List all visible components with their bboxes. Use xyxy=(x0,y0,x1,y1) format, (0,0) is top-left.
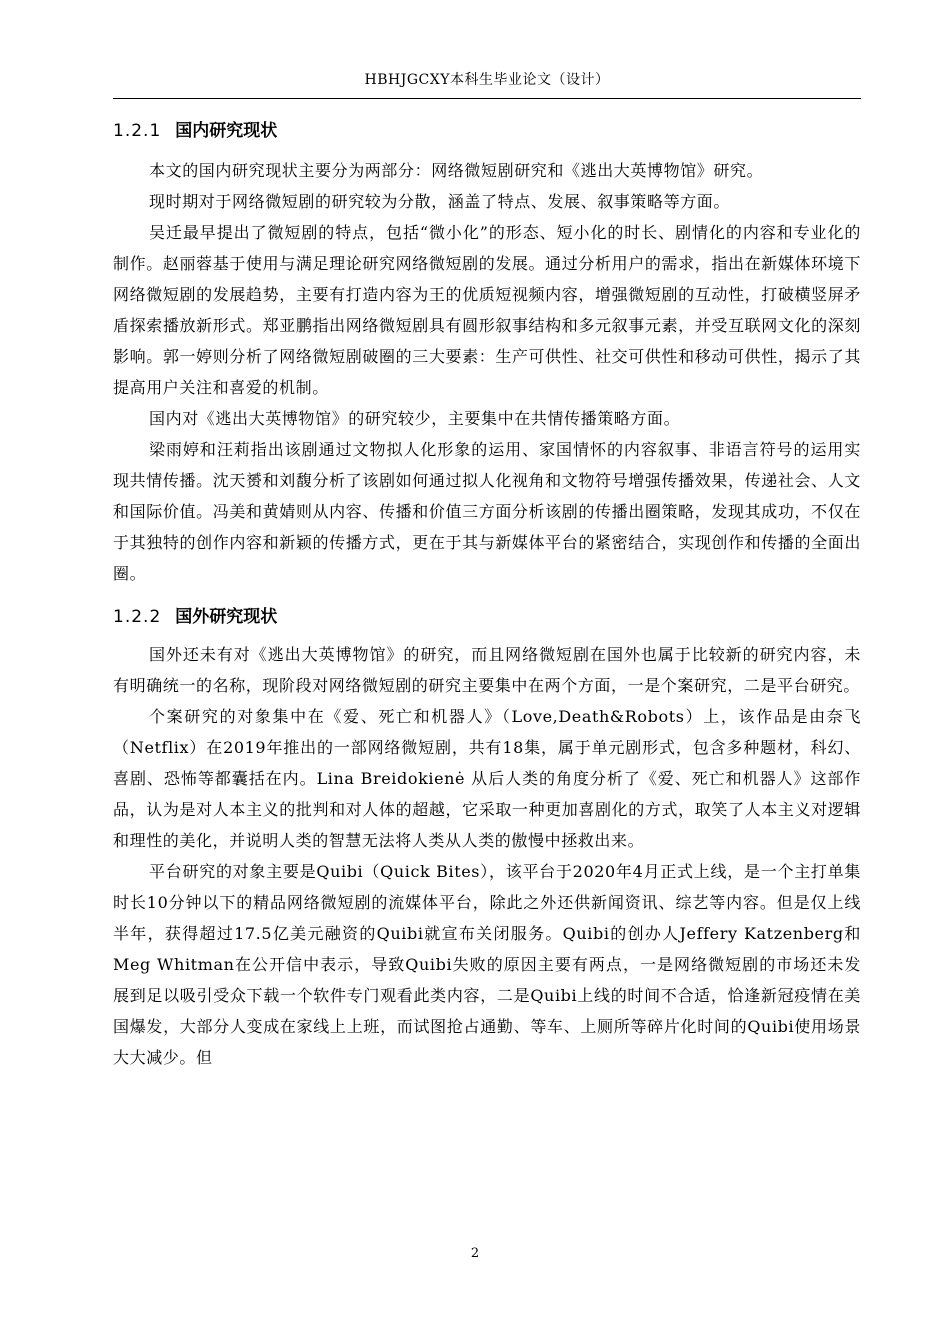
paragraph: 现时期对于网络微短剧的研究较为分散，涵盖了特点、发展、叙事策略等方面。 xyxy=(149,192,731,211)
header-rule xyxy=(113,98,861,99)
paragraph: 国外还未有对《逃出大英博物馆》的研究，而且网络微短剧在国外也属于比较新的研究内容，未有明确统一的名称，现阶段对网络微短剧的研究主要集中在两个方面，一是个案研究，二是平台研究。 xyxy=(113,645,861,695)
page-number: 2 xyxy=(470,1246,480,1261)
section-heading-domestic xyxy=(113,116,861,146)
running-header: HBHJGCXY本科生毕业论文（设计） xyxy=(364,72,610,88)
paragraph: 个案研究的对象集中在《爱、死亡和机器人》（Love,Death&Robots）上，该作品是由奈飞（Netflix）在2019年推出的一部网络微短剧，共有18集，属于单元剧形式，包含多种题材，科幻、喜剧、恐怖等都囊括在内。Lina Breidokienė 从后人类的角度分析了《爱、死亡和机器人》这部作品，认为是对人本主义的批判和对人体的超越，它采取一种更加喜剧化的方式，取笑了人本主义对逻辑和理性的美化，并说明人类的智慧无法将人类从人类的傲慢中拯救出来。 xyxy=(113,707,861,850)
section-title: 国外研究现状 xyxy=(175,607,278,627)
section-heading-foreign xyxy=(113,602,861,632)
paragraph: 本文的国内研究现状主要分为两部分：网络微短剧研究和《逃出大英博物馆》研究。 xyxy=(149,161,764,180)
section-number: 1.2.2 xyxy=(113,607,162,627)
paragraph: 梁雨婷和汪莉指出该剧通过文物拟人化形象的运用、家国情怀的内容叙事、非语言符号的运用实现共情传播。沈天赟和刘馥分析了该剧如何通过拟人化视角和文物符号增强传播效果，传递社会、人文和国际价值。冯美和黄婧则从内容、传播和价值三方面分析该剧的传播出圈策略，发现其成功，不仅在于其独特的创作内容和新颖的传播方式，更在于其与新媒体平台的紧密结合，实现创作和传播的全面出圈。 xyxy=(113,440,861,583)
section-number: 1.2.1 xyxy=(113,121,162,141)
paragraph: 吴迁最早提出了微短剧的特点，包括“微小化”的形态、短小化的时长、剧情化的内容和专业化的制作。赵丽蓉基于使用与满足理论研究网络微短剧的发展。通过分析用户的需求，指出在新媒体环境下网络微短剧的发展趋势，主要有打造内容为王的优质短视频内容，增强微短剧的互动性，打破横竖屏矛盾探索播放新形式。郑亚鹏指出网络微短剧具有圆形叙事结构和多元叙事元素，并受互联网文化的深刻影响。郭一婷则分析了网络微短剧破圈的三大要素：生产可供性、社交可供性和移动可供性，揭示了其提高用户关注和喜爱的机制。 xyxy=(113,223,861,397)
section-title: 国内研究现状 xyxy=(175,121,278,141)
page-body xyxy=(113,113,861,1073)
paragraph: 平台研究的对象主要是Quibi（Quick Bites），该平台于2020年4月正式上线，是一个主打单集时长10分钟以下的精品网络微短剧的流媒体平台，除此之外还供新闻资讯、综艺等内容。但是仅上线半年，获得超过17.5亿美元融资的Quibi就宣布关闭服务。Quibi的创办人Jeffery Katzenberg和Meg Whitman在公开信中表示，导致Quibi失败的原因主要有两点，一是网络微短剧的市场还未发展到足以吸引受众下载一个软件专门观看此类内容，二是Quibi上线的时间不合适，恰逢新冠疫情在美国爆发，大部分人变成在家线上上班，而试图抢占通勤、等车、上厕所等碎片化时间的Quibi使用场景大大减少。但 xyxy=(113,862,861,1067)
paragraph: 国内对《逃出大英博物馆》的研究较少，主要集中在共情传播策略方面。 xyxy=(149,409,681,428)
